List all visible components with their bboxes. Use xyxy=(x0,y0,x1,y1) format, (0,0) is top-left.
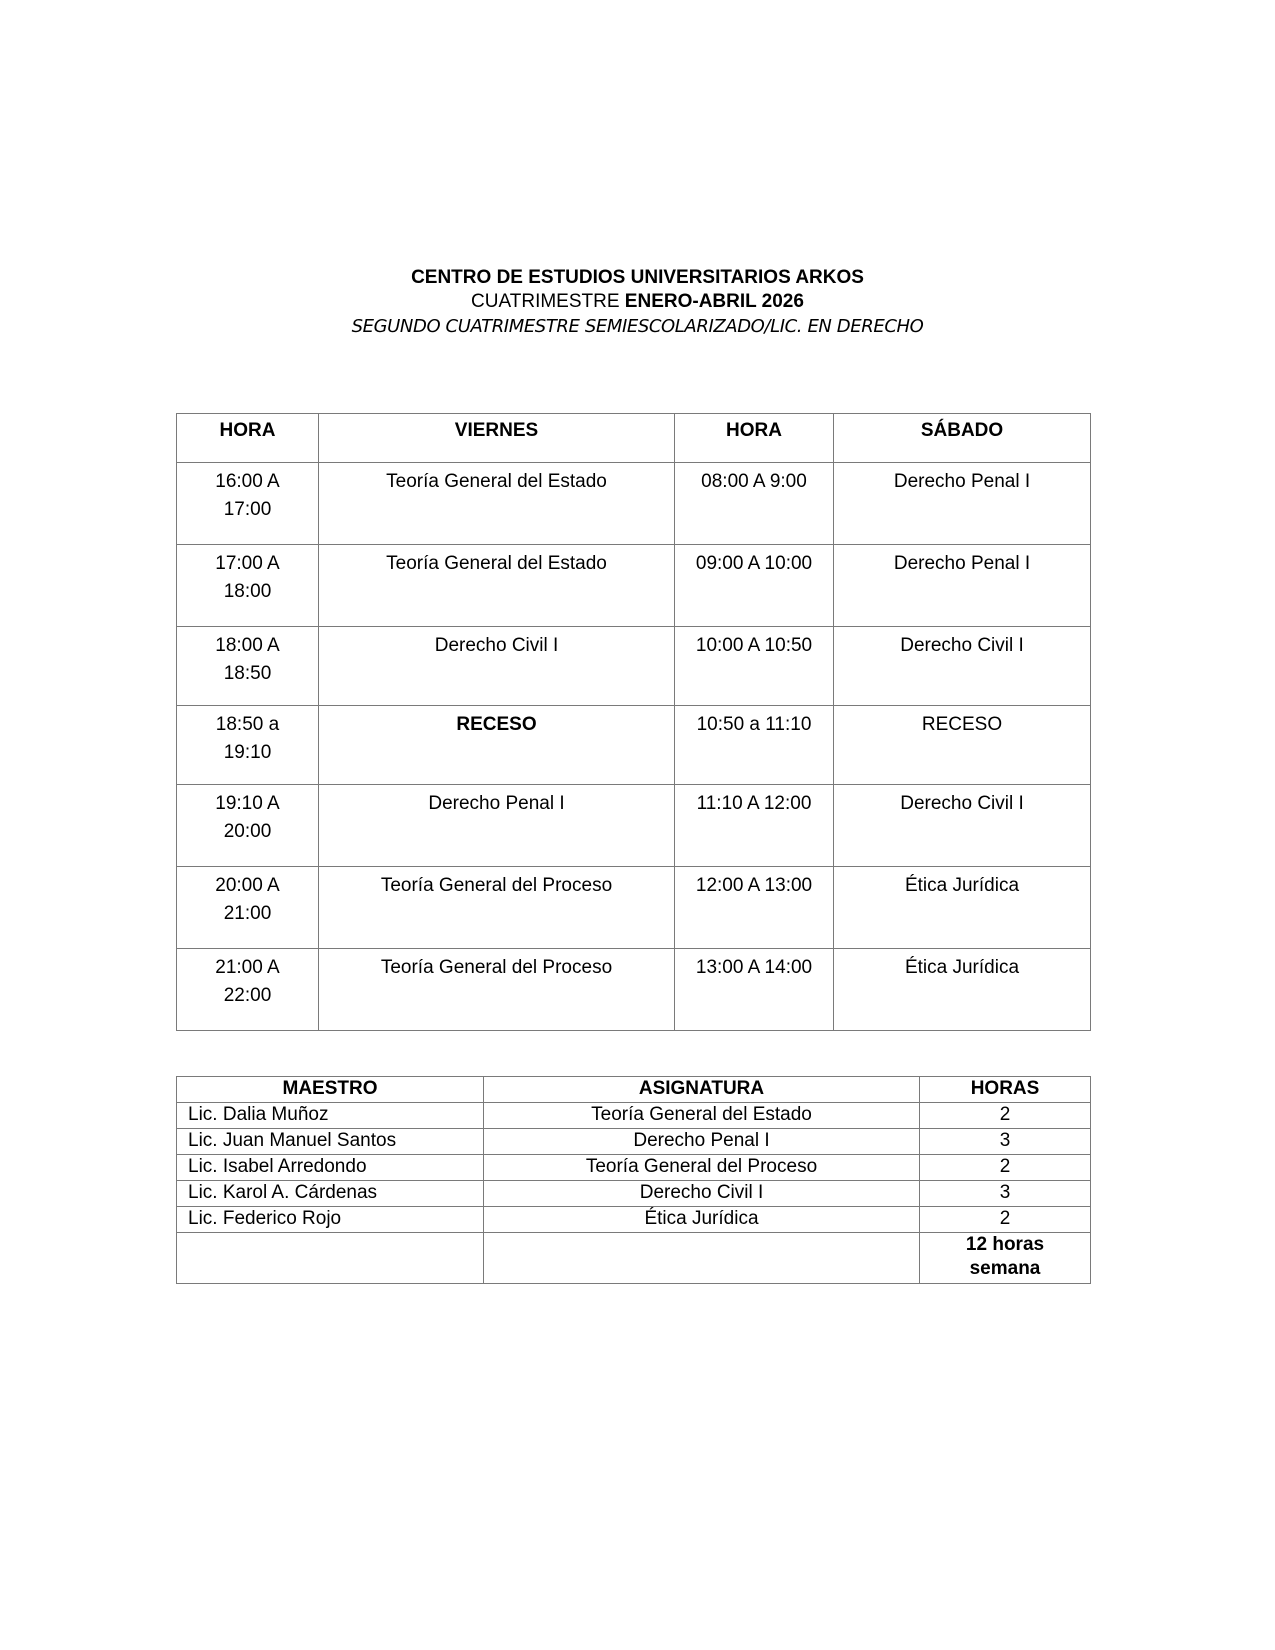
friday-time-start: 18:00 A xyxy=(215,635,280,656)
schedule-row xyxy=(177,785,1091,867)
teacher-subject: Ética Jurídica xyxy=(484,1207,920,1233)
saturday-time: 10:00 A 10:50 xyxy=(675,627,834,706)
friday-time-cell xyxy=(177,463,319,545)
header-maestro: MAESTRO xyxy=(177,1077,484,1103)
teacher-row xyxy=(177,1129,1091,1155)
friday-time-end: 19:10 xyxy=(223,742,272,763)
friday-time-cell xyxy=(177,785,319,867)
total-empty-cell xyxy=(484,1233,920,1284)
friday-time-start: 20:00 A xyxy=(215,875,280,896)
teacher-row xyxy=(177,1155,1091,1181)
saturday-subject: Derecho Civil I xyxy=(834,627,1091,706)
teacher-hours: 2 xyxy=(920,1103,1091,1129)
friday-subject: Derecho Penal I xyxy=(319,785,675,867)
teacher-row xyxy=(177,1103,1091,1129)
program-line: SEGUNDO CUATRIMESTRE SEMIESCOLARIZADO/LIC. EN DERECHO xyxy=(351,316,924,337)
saturday-time: 08:00 A 9:00 xyxy=(675,463,834,545)
total-hours-unit: semana xyxy=(969,1258,1041,1279)
header-asignatura: ASIGNATURA xyxy=(484,1077,920,1103)
friday-time-cell xyxy=(177,706,319,785)
teacher-hours: 3 xyxy=(920,1129,1091,1155)
teachers-table xyxy=(176,1076,1091,1284)
document-header xyxy=(0,266,1275,340)
friday-subject: Teoría General del Proceso xyxy=(319,867,675,949)
saturday-subject: Derecho Penal I xyxy=(834,545,1091,627)
friday-time-start: 17:00 A xyxy=(215,553,280,574)
saturday-subject: Derecho Civil I xyxy=(834,785,1091,867)
friday-time-end: 18:50 xyxy=(223,663,272,684)
friday-time-start: 16:00 A xyxy=(215,471,280,492)
teacher-name: Lic. Juan Manuel Santos xyxy=(177,1129,484,1155)
total-hours-value: 12 horas xyxy=(965,1234,1045,1255)
saturday-recess: RECESO xyxy=(834,706,1091,785)
saturday-subject: Derecho Penal I xyxy=(834,463,1091,545)
saturday-time: 13:00 A 14:00 xyxy=(675,949,834,1031)
institution-title: CENTRO DE ESTUDIOS UNIVERSITARIOS ARKOS xyxy=(411,267,864,288)
teacher-row xyxy=(177,1181,1091,1207)
friday-time-start: 18:50 a xyxy=(215,714,280,735)
saturday-subject: Ética Jurídica xyxy=(834,949,1091,1031)
teacher-name: Lic. Dalia Muñoz xyxy=(177,1103,484,1129)
friday-time-end: 22:00 xyxy=(223,985,272,1006)
friday-subject: Teoría General del Proceso xyxy=(319,949,675,1031)
friday-time-cell xyxy=(177,949,319,1031)
teacher-subject: Teoría General del Estado xyxy=(484,1103,920,1129)
teacher-name: Lic. Isabel Arredondo xyxy=(177,1155,484,1181)
schedule-row-recess xyxy=(177,706,1091,785)
friday-time-end: 18:00 xyxy=(223,581,272,602)
schedule-row xyxy=(177,949,1091,1031)
teacher-subject: Derecho Civil I xyxy=(484,1181,920,1207)
friday-subject: Derecho Civil I xyxy=(319,627,675,706)
friday-time-end: 17:00 xyxy=(223,499,272,520)
header-hora-saturday: HORA xyxy=(675,414,834,463)
teacher-row xyxy=(177,1207,1091,1233)
friday-subject: Teoría General del Estado xyxy=(319,545,675,627)
total-empty-cell xyxy=(177,1233,484,1284)
teacher-name: Lic. Karol A. Cárdenas xyxy=(177,1181,484,1207)
total-hours xyxy=(920,1233,1091,1284)
friday-time-cell xyxy=(177,545,319,627)
term-period: ENERO-ABRIL 2026 xyxy=(624,291,804,312)
schedule-row xyxy=(177,463,1091,545)
header-hora-friday: HORA xyxy=(177,414,319,463)
schedule-row xyxy=(177,627,1091,706)
friday-time-start: 21:00 A xyxy=(215,957,280,978)
teacher-hours: 3 xyxy=(920,1181,1091,1207)
saturday-time: 11:10 A 12:00 xyxy=(675,785,834,867)
teacher-subject: Derecho Penal I xyxy=(484,1129,920,1155)
friday-recess: RECESO xyxy=(319,706,675,785)
teacher-subject: Teoría General del Proceso xyxy=(484,1155,920,1181)
friday-time-cell xyxy=(177,867,319,949)
saturday-subject: Ética Jurídica xyxy=(834,867,1091,949)
schedule-table xyxy=(176,413,1091,1031)
teachers-header-row xyxy=(177,1077,1091,1103)
schedule-header-row xyxy=(177,414,1091,463)
friday-time-cell xyxy=(177,627,319,706)
friday-time-start: 19:10 A xyxy=(215,793,280,814)
teacher-hours: 2 xyxy=(920,1155,1091,1181)
saturday-time: 10:50 a 11:10 xyxy=(675,706,834,785)
header-horas: HORAS xyxy=(920,1077,1091,1103)
schedule-row xyxy=(177,545,1091,627)
header-viernes: VIERNES xyxy=(319,414,675,463)
header-sabado: SÁBADO xyxy=(834,414,1091,463)
term-prefix: CUATRIMESTRE xyxy=(471,291,625,312)
teacher-hours: 2 xyxy=(920,1207,1091,1233)
schedule-row xyxy=(177,867,1091,949)
friday-time-end: 20:00 xyxy=(223,821,272,842)
saturday-time: 12:00 A 13:00 xyxy=(675,867,834,949)
term-line xyxy=(0,290,1275,314)
friday-time-end: 21:00 xyxy=(223,903,272,924)
saturday-time: 09:00 A 10:00 xyxy=(675,545,834,627)
friday-subject: Teoría General del Estado xyxy=(319,463,675,545)
total-row xyxy=(177,1233,1091,1284)
teacher-name: Lic. Federico Rojo xyxy=(177,1207,484,1233)
